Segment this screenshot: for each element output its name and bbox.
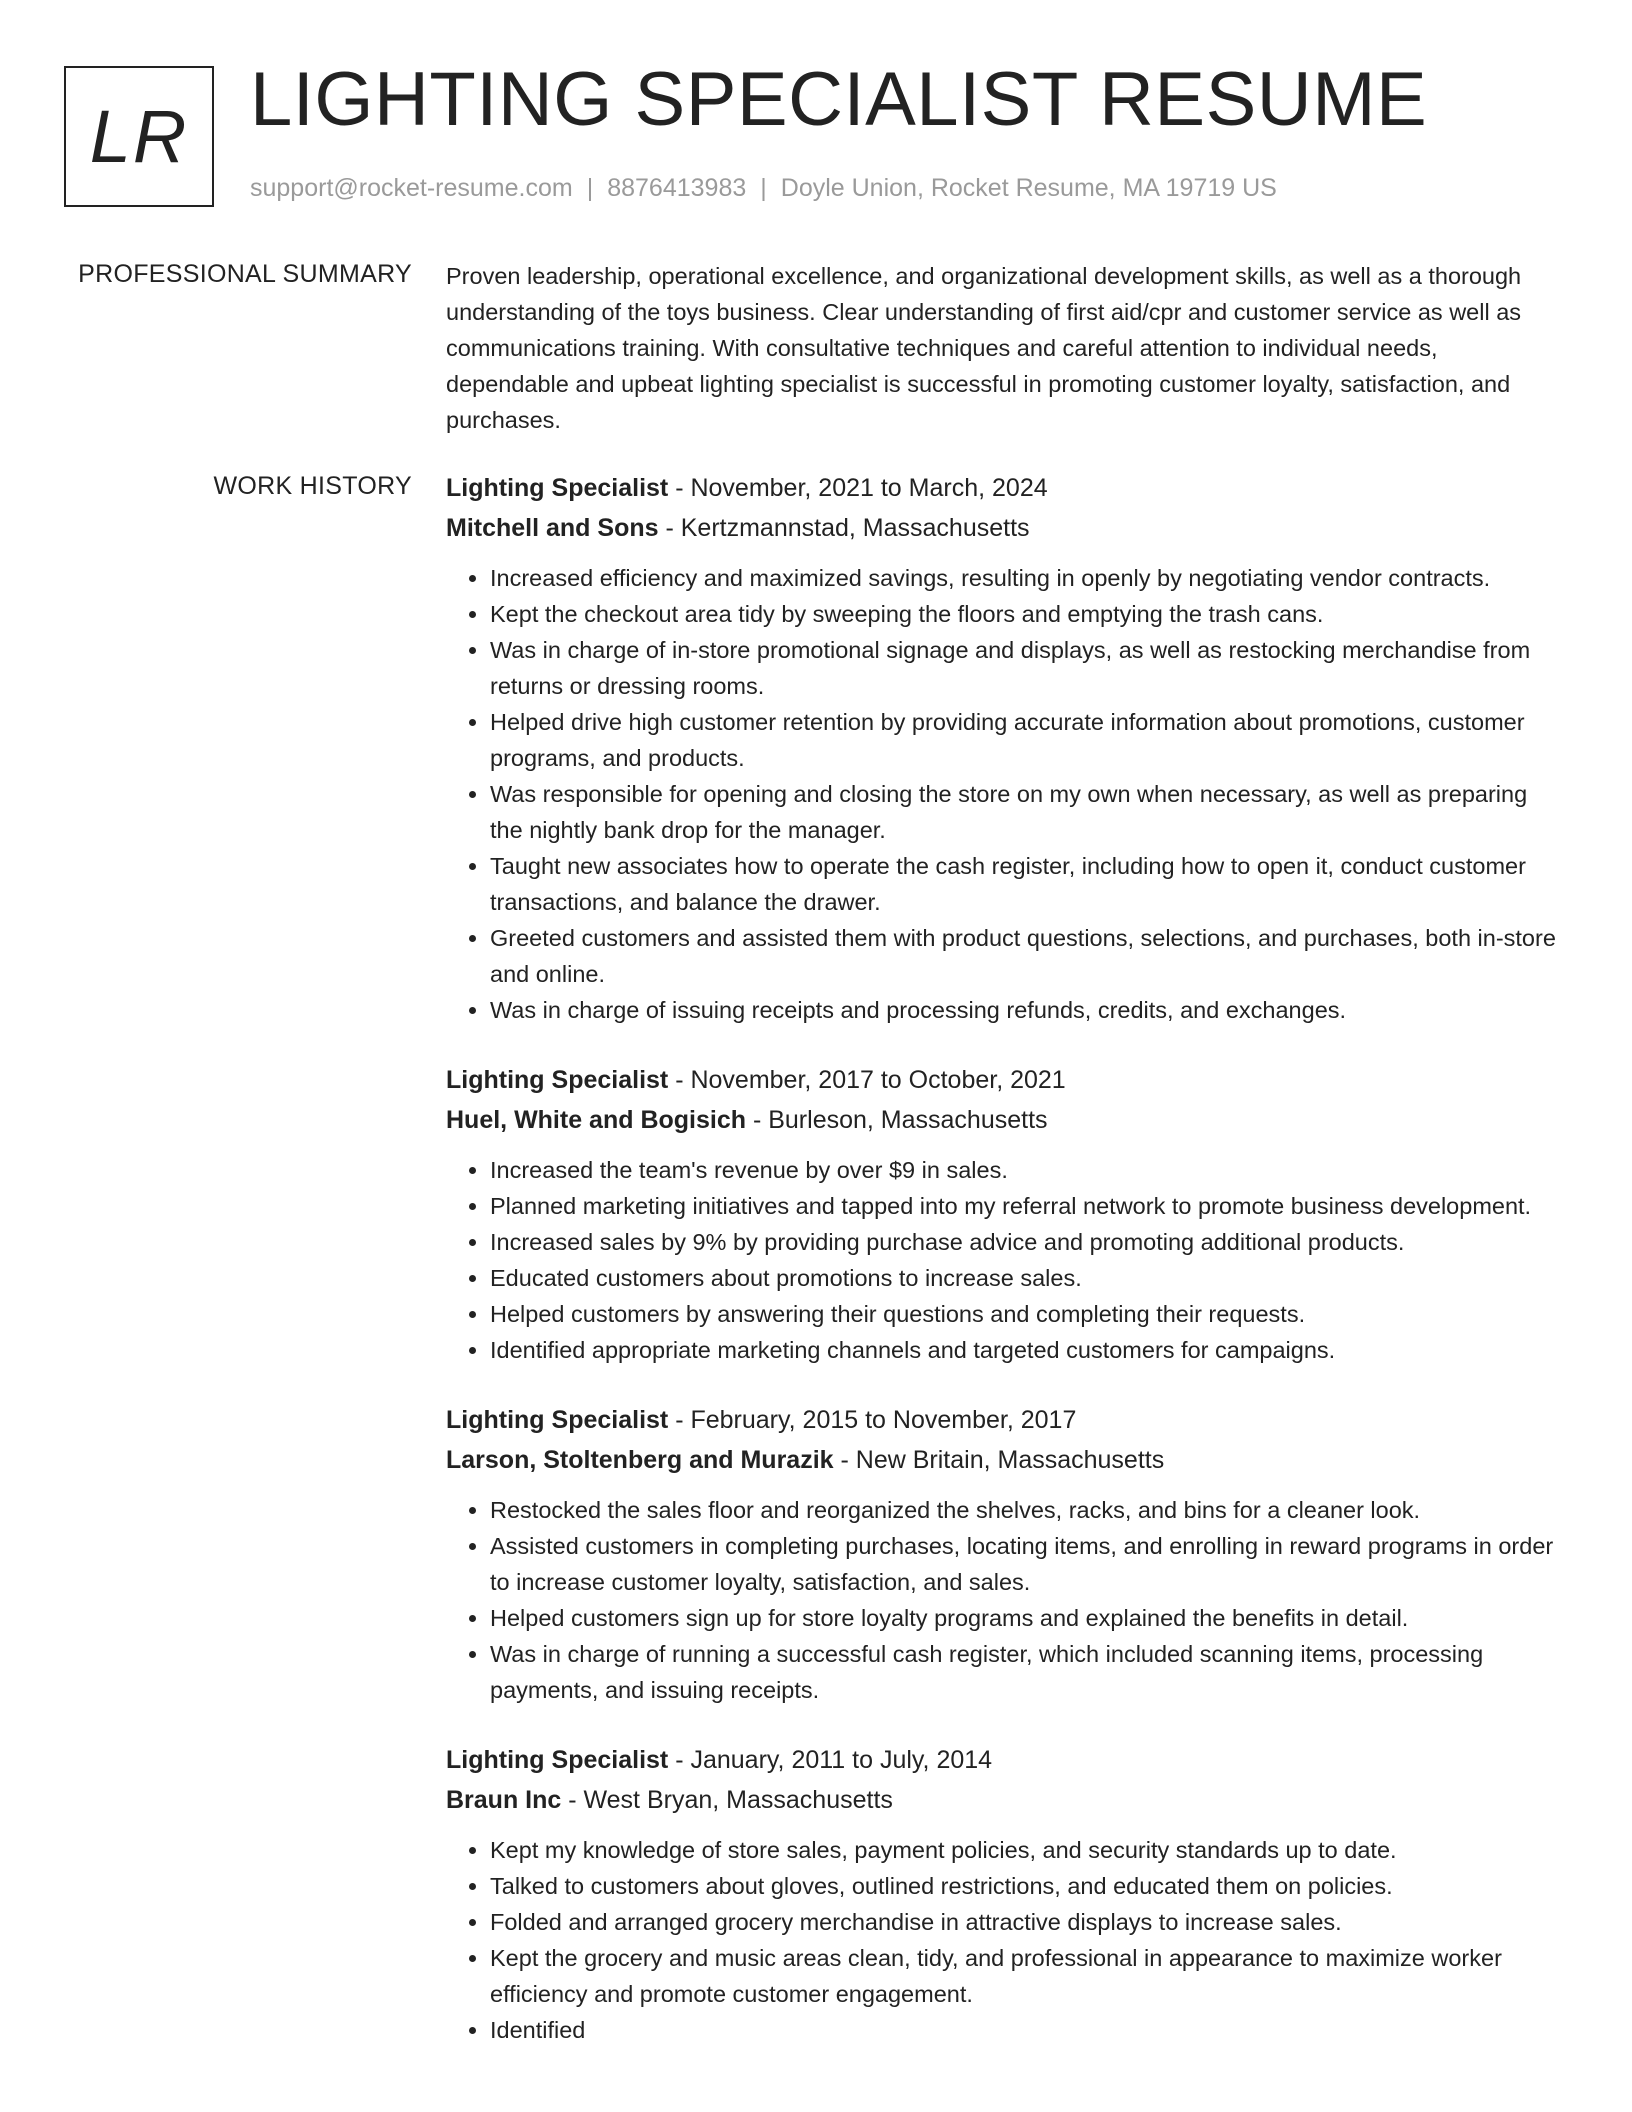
job-company-line (446, 1780, 1566, 1820)
duty-item: • Was responsible for opening and closing the store on my own when necessary, as well as preparing the nightly bank drop for the manager. (490, 776, 1566, 848)
duty-item: • Assisted customers in completing purchases, locating items, and enrolling in reward programs in order to increase customer loyalty, satisfaction, and sales. (490, 1528, 1566, 1600)
duty-item: • Taught new associates how to operate the cash register, including how to open it, conduct customer transactions, and balance the drawer. (490, 848, 1566, 920)
duty-item: • Identified (490, 2012, 1566, 2048)
duty-item: • Helped customers sign up for store loyalty programs and explained the benefits in detail. (490, 1600, 1566, 1636)
duty-item: • Identified appropriate marketing channels and targeted customers for campaigns. (490, 1332, 1566, 1368)
job-location: - New Britain, Massachusetts (833, 1446, 1165, 1474)
contact-email: support@rocket-resume.com (250, 174, 573, 202)
monogram-logo (64, 66, 214, 207)
contact-separator: | (760, 174, 767, 202)
job-company-line (446, 1100, 1566, 1140)
duty-item: • Was in charge of running a successful cash register, which included scanning items, processing payments, and issuing receipts. (490, 1636, 1566, 1708)
job-dates: - November, 2017 to October, 2021 (668, 1066, 1066, 1094)
duty-item: • Folded and arranged grocery merchandise in attractive displays to increase sales. (490, 1904, 1566, 1940)
job-title: Lighting Specialist (446, 1066, 669, 1094)
duty-item: • Kept my knowledge of store sales, payment policies, and security standards up to date. (490, 1832, 1566, 1868)
job-duties-list (446, 560, 1566, 1028)
contact-separator: | (586, 174, 594, 202)
duty-item: • Educated customers about promotions to increase sales. (490, 1260, 1566, 1296)
job-title-line (446, 1060, 1566, 1100)
job-company: Braun Inc (446, 1786, 562, 1814)
duty-item: • Increased efficiency and maximized savings, resulting in openly by negotiating vendor contracts. (490, 560, 1566, 596)
contact-phone: 8876413983 (607, 174, 747, 202)
job-title: Lighting Specialist (446, 1746, 669, 1774)
duty-item: • Planned marketing initiatives and tapped into my referral network to promote business development. (490, 1188, 1566, 1224)
work-history-body (446, 468, 1566, 2080)
duty-item: • Talked to customers about gloves, outlined restrictions, and educated them on policies. (490, 1868, 1566, 1904)
job-entry (446, 1740, 1566, 2048)
duty-item: • Increased the team's revenue by over $9 in sales. (490, 1152, 1566, 1188)
job-duties-list (446, 1152, 1566, 1368)
job-title-line (446, 1400, 1566, 1440)
job-title: Lighting Specialist (446, 474, 669, 502)
duty-item: • Was in charge of issuing receipts and processing refunds, credits, and exchanges. (490, 992, 1566, 1028)
job-title-line (446, 468, 1566, 508)
job-duties-list (446, 1832, 1566, 2048)
job-entry (446, 1060, 1566, 1368)
duty-item: • Helped drive high customer retention by providing accurate information about promotions, customer programs, and products. (490, 704, 1566, 776)
duty-item: • Helped customers by answering their questions and completing their requests. (490, 1296, 1566, 1332)
duty-item: • Kept the grocery and music areas clean, tidy, and professional in appearance to maximize worker efficiency and promote customer engagement. (490, 1940, 1566, 2012)
contact-address: Doyle Union, Rocket Resume, MA 19719 US (780, 174, 1277, 202)
job-company: Huel, White and Bogisich (446, 1106, 747, 1134)
duty-item: • Greeted customers and assisted them with product questions, selections, and purchases, both in-store and online. (490, 920, 1566, 992)
job-company: Mitchell and Sons (446, 514, 659, 542)
job-title: Lighting Specialist (446, 1406, 669, 1434)
job-entry (446, 1400, 1566, 1708)
job-duties-list (446, 1492, 1566, 1708)
duty-item: • Kept the checkout area tidy by sweeping the floors and emptying the trash cans. (490, 596, 1566, 632)
duty-item: • Increased sales by 9% by providing purchase advice and promoting additional products. (490, 1224, 1566, 1260)
job-dates: - November, 2021 to March, 2024 (668, 474, 1048, 502)
summary-body (446, 258, 1566, 438)
job-dates: - February, 2015 to November, 2017 (668, 1406, 1077, 1434)
job-company: Larson, Stoltenberg and Murazik (446, 1446, 834, 1474)
monogram-text: LR (89, 95, 189, 178)
job-entry (446, 468, 1566, 1028)
job-location: - Kertzmannstad, Massachusetts (658, 514, 1030, 542)
duty-item: • Restocked the sales floor and reorganized the shelves, racks, and bins for a cleaner look. (490, 1492, 1566, 1528)
summary-label: PROFESSIONAL SUMMARY (78, 260, 412, 288)
job-location: - West Bryan, Massachusetts (561, 1786, 893, 1814)
job-dates: - January, 2011 to July, 2014 (668, 1746, 993, 1774)
duty-item: • Was in charge of in-store promotional signage and displays, as well as restocking merchandise from returns or dressing rooms. (490, 632, 1566, 704)
job-location: - Burleson, Massachusetts (746, 1106, 1048, 1134)
job-company-line (446, 1440, 1566, 1480)
summary-text: Proven leadership, operational excellence, and organizational development skills, as well as a thorough understanding of the toys business. Clear understanding of first aid/cpr and customer service as well as communications training. With consultative techniques and careful attention to individual needs, dependable and upbeat lighting specialist is successful in promoting customer loyalty, satisfaction, and purchases. (446, 263, 1522, 433)
contact-line (250, 174, 1277, 203)
job-company-line (446, 508, 1566, 548)
work-history-label: WORK HISTORY (213, 472, 412, 500)
job-title-line (446, 1740, 1566, 1780)
resume-title: LIGHTING SPECIALIST RESUME (250, 57, 1428, 142)
